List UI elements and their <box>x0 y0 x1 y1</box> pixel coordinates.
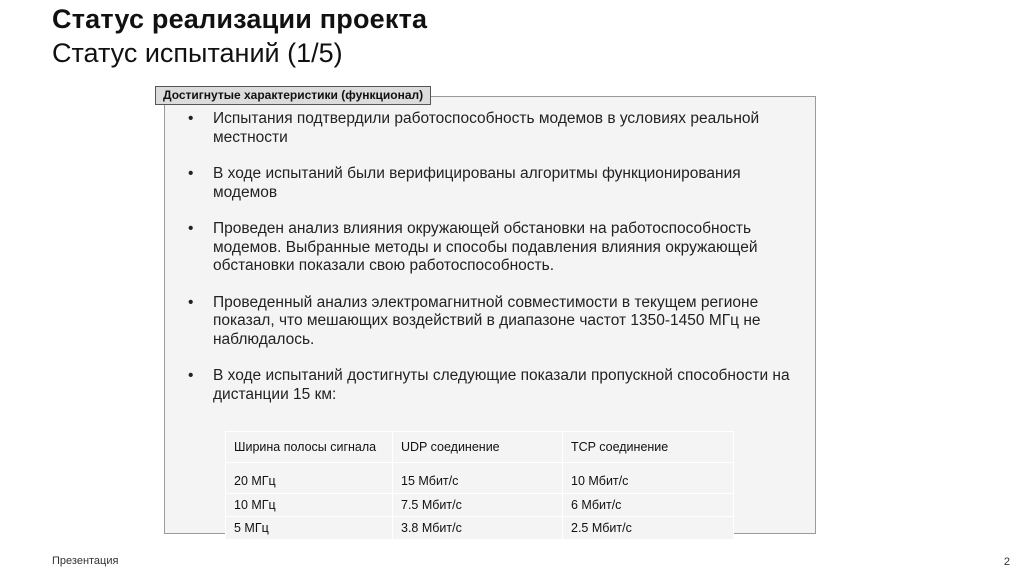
table-cell: 15 Мбит/с <box>393 463 563 494</box>
table-cell: 20 МГц <box>226 463 393 494</box>
table-cell: 3.8 Мбит/с <box>393 517 563 540</box>
table-cell: 10 МГц <box>226 494 393 517</box>
list-item <box>188 220 808 276</box>
table-header-cell: UDP соединение <box>393 432 563 463</box>
table-row <box>226 494 734 517</box>
bullet-text: В ходе испытаний достигнуты следующие показали пропускной способности на дистанции 15 км: <box>213 367 790 403</box>
list-item <box>188 294 808 350</box>
bullet-text: В ходе испытаний были верифицированы алгоритмы функционирования модемов <box>213 165 741 201</box>
table-row <box>226 517 734 540</box>
table-cell: 5 МГц <box>226 517 393 540</box>
bullet-icon: • <box>188 293 194 311</box>
table-row <box>226 463 734 494</box>
panel-label: Достигнутые характеристики (функционал) <box>155 86 431 105</box>
bullet-icon: • <box>188 110 194 127</box>
bullet-icon: • <box>188 165 194 182</box>
table-header-cell: Ширина полосы сигнала <box>226 432 393 463</box>
bullet-text: Проведен анализ влияния окружающей обстановки на работоспособность модемов. Выбранные методы и способы подавления влияния окружающей обстановки показали свою работоспособность. <box>213 220 758 274</box>
bullet-text: Испытания подтвердили работоспособность модемов в условиях реальной местности <box>213 110 760 146</box>
page-title: Статус реализации проекта <box>52 4 428 34</box>
bullet-icon: • <box>188 367 194 384</box>
throughput-table <box>225 431 734 540</box>
table-cell: 7.5 Мбит/с <box>393 494 563 517</box>
list-item <box>188 165 808 202</box>
footer-label: Презентация <box>52 555 119 567</box>
table-header-cell: TCP соединение <box>563 432 734 463</box>
table-header-row <box>226 432 734 463</box>
table-cell: 6 Мбит/с <box>563 494 734 517</box>
list-item <box>188 110 808 147</box>
bullet-text: Проведенный анализ электромагнитной совместимости в текущем регионе показал, что мешающих воздействий в диапазоне частот 1350-1450 МГц не наблюдалось. <box>213 293 761 348</box>
table-cell: 2.5 Мбит/с <box>563 517 734 540</box>
list-item <box>188 367 808 404</box>
page-number: 2 <box>1003 556 1010 568</box>
table-cell: 10 Мбит/с <box>563 463 734 494</box>
bullet-icon: • <box>188 220 194 237</box>
bullet-list <box>188 110 808 422</box>
page-subtitle: Статус испытаний (1/5) <box>52 38 343 68</box>
